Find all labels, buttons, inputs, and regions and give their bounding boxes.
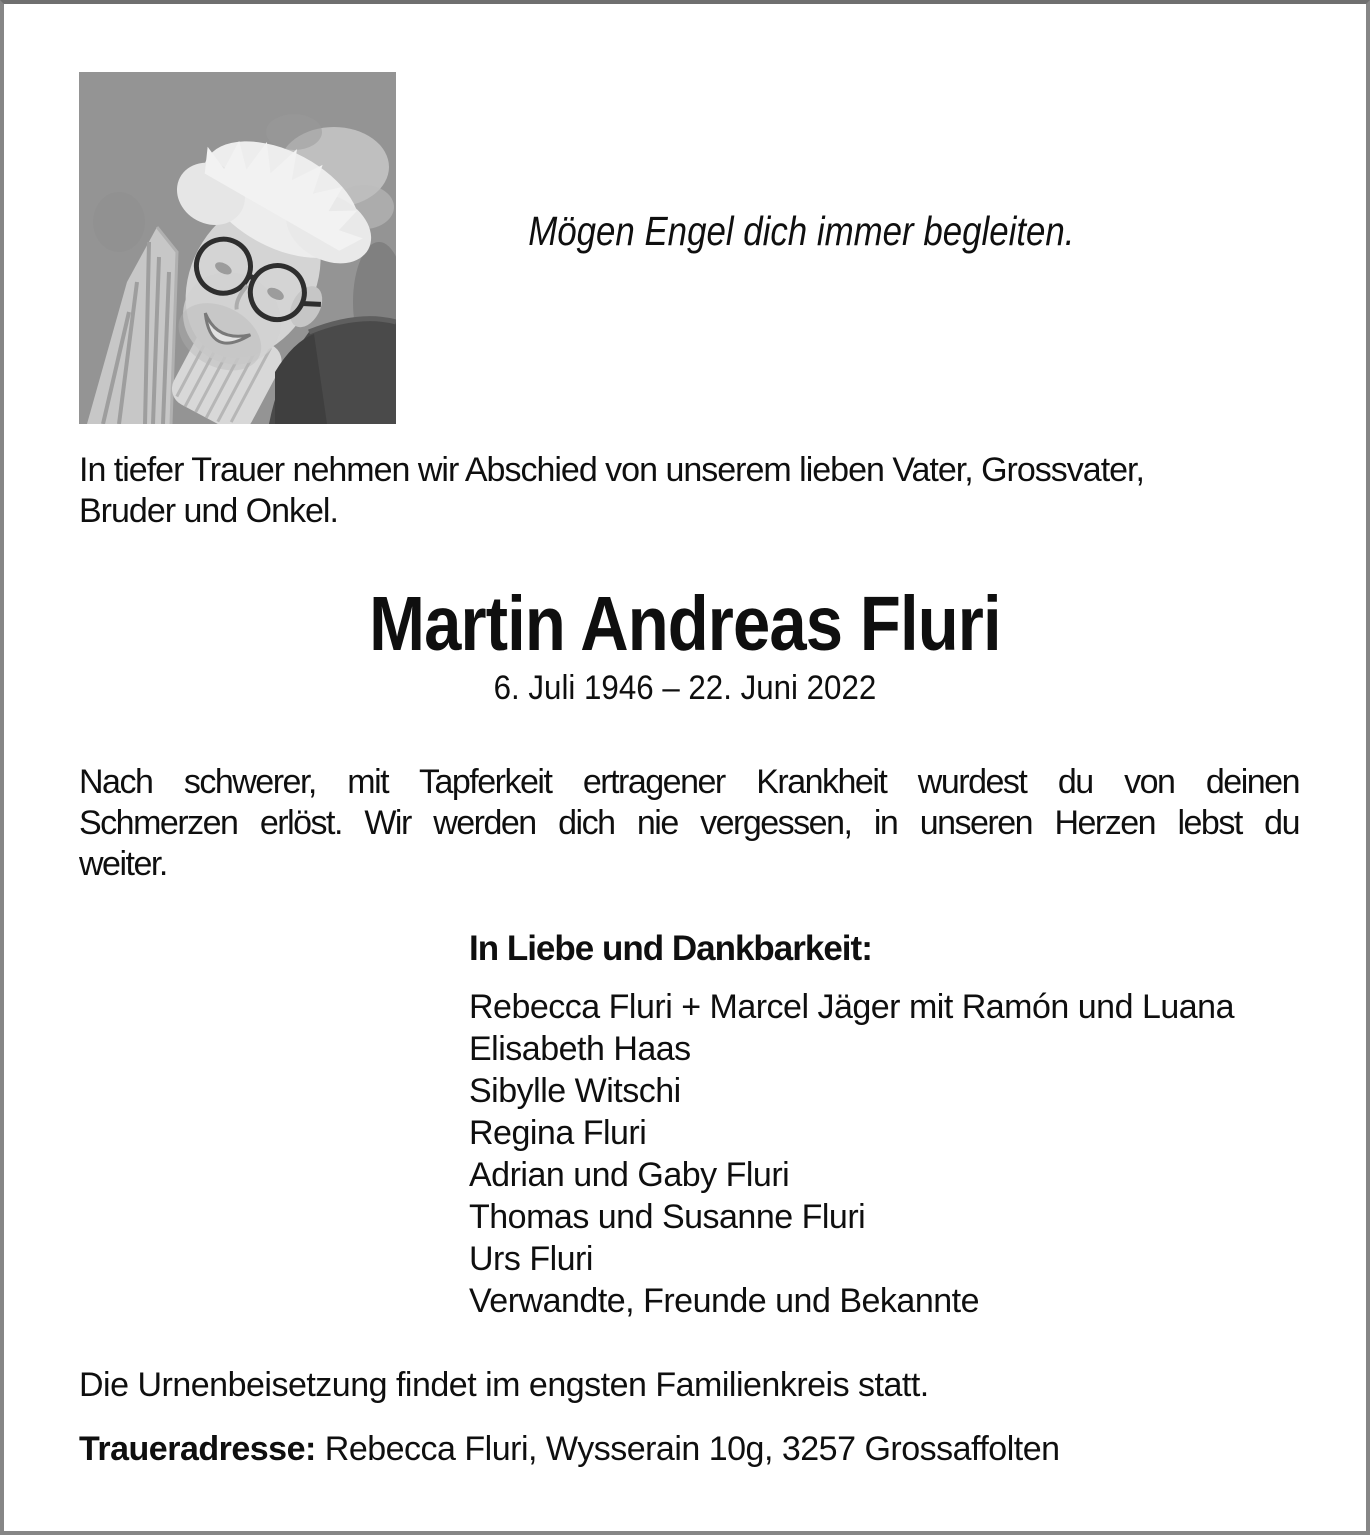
deceased-name-heading [4,581,1366,667]
mourner-name: Urs Fluri [469,1240,593,1278]
mourning-address-text: Rebecca Fluri, Wysserain 10g, 3257 Grossaffolten [315,1430,1060,1468]
eulogy-line: Schmerzen erlöst. Wir werden dich nie vergessen, in unseren Herzen lebst du [79,804,1299,842]
portrait-photo [79,72,396,424]
mourner-name: Elisabeth Haas [469,1030,691,1068]
deceased-name-text: Martin Andreas Fluri [369,581,1001,667]
intro-line: In tiefer Trauer nehmen wir Abschied von unserem lieben Vater, Grossvater, [79,451,1144,489]
epigraph-quote [396,206,1206,256]
mourning-address-label: Traueradresse: [79,1430,316,1468]
life-dates-text: 6. Juli 1946 – 22. Juni 2022 [493,669,877,707]
mourning-address [79,1430,1060,1469]
intro-line: Bruder und Onkel. [79,492,338,530]
mourner-name: Verwandte, Freunde und Bekannte [469,1282,979,1320]
life-dates [4,667,1366,709]
mourners-list [469,986,1234,1322]
mourner-name: Adrian und Gaby Fluri [469,1156,790,1194]
mourner-name: Rebecca Fluri + Marcel Jäger mit Ramón und Luana [469,988,1234,1026]
eulogy-paragraph [79,762,1299,885]
eulogy-line: weiter. [79,845,167,883]
eulogy-line: Nach schwerer, mit Tapferkeit ertragener Krankheit wurdest du von deinen [79,763,1299,801]
epigraph-quote-text: Mögen Engel dich immer begleiten. [527,208,1075,254]
burial-note: Die Urnenbeisetzung findet im engsten Familienkreis statt. [79,1366,929,1404]
portrait-photo-image [79,72,396,424]
mourner-name: Regina Fluri [469,1114,647,1152]
mourner-name: Thomas und Susanne Fluri [469,1198,866,1236]
thanks-heading: In Liebe und Dankbarkeit: [469,929,872,968]
mourner-name: Sibylle Witschi [469,1072,681,1110]
intro-paragraph [79,450,1301,532]
